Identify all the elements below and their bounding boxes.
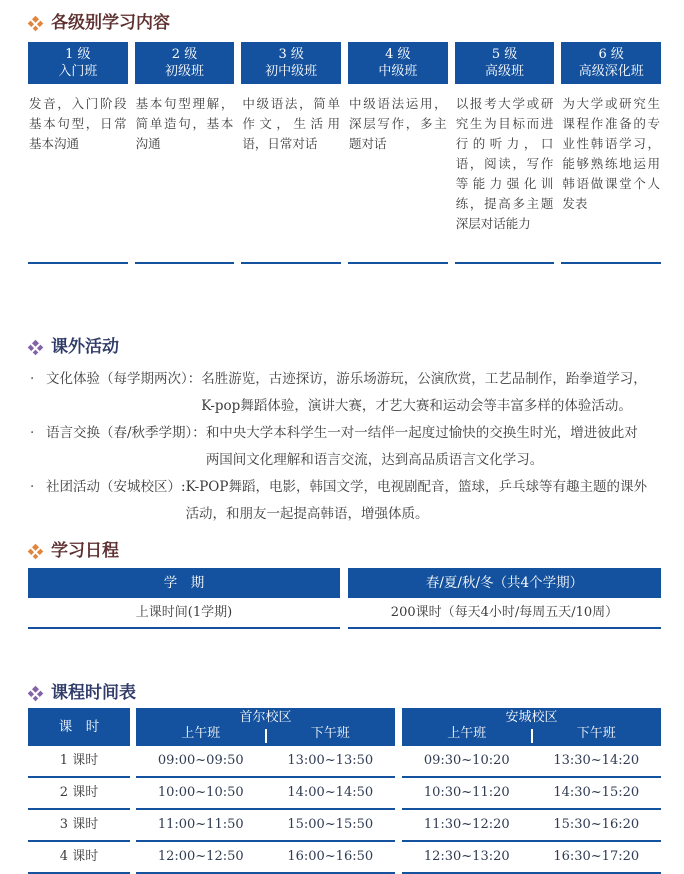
table-row xyxy=(28,810,661,842)
campus-header-anseong xyxy=(402,708,661,746)
section-title-activities xyxy=(28,336,661,358)
level-name: 高级班 xyxy=(485,64,525,79)
level-header xyxy=(28,42,128,84)
time-cell: 12:30~13:20 xyxy=(423,849,510,864)
list-item xyxy=(28,366,650,420)
level-column xyxy=(561,42,661,264)
seoul-times xyxy=(136,746,395,778)
level-header xyxy=(348,42,448,84)
period-cell: 2 课时 xyxy=(28,778,130,810)
level-description: 以报考大学或研究生为目标而进行的听力，口语，阅读，写作等能力强化训练，提高多主题深层对话能力 xyxy=(455,96,554,231)
level-description: 发音，入门阶段基本句型，日常基本沟通 xyxy=(29,96,127,151)
level-number: 1 级 xyxy=(65,47,91,62)
diamond-icon xyxy=(28,339,44,355)
level-header xyxy=(241,42,341,84)
level-description: 基本句型理解，简单造句，基本沟通 xyxy=(135,96,234,151)
bullet-icon: · xyxy=(30,479,35,495)
level-name: 中级班 xyxy=(378,64,418,79)
seoul-times xyxy=(136,810,395,842)
period-cell: 4 课时 xyxy=(28,842,130,874)
list-item xyxy=(28,420,650,474)
level-number: 5 级 xyxy=(491,47,518,62)
level-description: 为大学或研究生课程作准备的专业性韩语学习，能够熟练地运用韩语做课堂个人发表 xyxy=(562,96,661,211)
section-schedule xyxy=(28,540,661,629)
time-cell: 16:30~17:20 xyxy=(553,849,640,864)
level-number: 2 级 xyxy=(171,47,198,62)
table-cell: 200课时（每天4小时/每周五天/10周） xyxy=(348,598,661,629)
anseong-times xyxy=(402,842,661,874)
section-title-levels xyxy=(28,12,661,34)
table-row xyxy=(28,746,661,778)
time-cell: 14:30~15:20 xyxy=(553,785,640,800)
schedule-table-header xyxy=(28,568,661,598)
diamond-icon xyxy=(28,543,44,559)
table-cell: 上课时间(1学期) xyxy=(28,598,340,629)
column-header: 春/夏/秋/冬（共4个学期） xyxy=(348,568,661,598)
level-description: 中级语法，简单作文，生活用语，日常对话 xyxy=(242,96,341,151)
campus-header-seoul xyxy=(136,708,395,746)
diamond-icon xyxy=(28,15,44,31)
section-title-schedule xyxy=(28,540,661,562)
time-cell: 15:00~15:50 xyxy=(287,817,374,832)
level-header xyxy=(561,42,661,84)
anseong-times xyxy=(402,746,661,778)
diamond-icon xyxy=(28,685,44,701)
activity-label: 语言交换（春/秋季学期）： xyxy=(46,425,206,441)
seoul-times xyxy=(136,842,395,874)
level-column xyxy=(348,42,448,264)
header-divider xyxy=(531,729,533,743)
time-cell: 10:30~11:20 xyxy=(423,785,510,800)
level-header xyxy=(135,42,235,84)
column-header-period: 课 时 xyxy=(28,708,130,746)
table-row xyxy=(28,598,661,629)
section-activities xyxy=(28,336,661,528)
seoul-times xyxy=(136,778,395,810)
column-header-am: 上午班 xyxy=(181,726,221,741)
time-cell: 11:30~12:20 xyxy=(423,817,510,832)
column-header-am: 上午班 xyxy=(447,726,487,741)
level-header xyxy=(455,42,555,84)
header-divider xyxy=(265,729,267,743)
anseong-times xyxy=(402,778,661,810)
level-column xyxy=(135,42,235,264)
level-number: 4 级 xyxy=(385,47,411,62)
time-cell: 09:30~10:20 xyxy=(423,753,510,768)
period-cell: 3 课时 xyxy=(28,810,130,842)
section-title-text: 课外活动 xyxy=(51,337,119,357)
level-number: 3 级 xyxy=(278,47,304,62)
time-cell: 13:30~14:20 xyxy=(553,753,640,768)
section-timetable xyxy=(28,682,661,874)
schedule-table xyxy=(28,568,661,629)
level-column xyxy=(241,42,341,264)
timetable-header xyxy=(28,708,661,746)
time-cell: 16:00~16:50 xyxy=(287,849,374,864)
level-name: 初级班 xyxy=(165,64,205,79)
level-column xyxy=(28,42,128,264)
activity-text: K-POP舞蹈，电影，韩国文学，电视剧配音，篮球，乒乓球等有趣主题的课外活动，和朋友一起提高韩语，增强体质。 xyxy=(185,479,647,522)
activity-text: 和中央大学本科学生一对一结伴一起度过愉快的交换生时光，增进彼此对两国间文化理解和语言交流，达到高品质语言文化学习。 xyxy=(205,425,638,468)
section-title-text: 学习日程 xyxy=(51,541,119,561)
timetable-table xyxy=(28,708,661,874)
level-name: 初中级班 xyxy=(265,64,318,79)
column-header-pm: 下午班 xyxy=(576,726,616,741)
campus-name: 首尔校区 xyxy=(239,710,292,725)
activity-label: 社团活动（安城校区）: xyxy=(46,479,186,495)
level-column xyxy=(455,42,555,264)
column-header: 学 期 xyxy=(28,568,340,598)
time-cell: 13:00~13:50 xyxy=(287,753,374,768)
column-header-pm: 下午班 xyxy=(310,726,350,741)
list-item xyxy=(28,474,650,528)
level-name: 入门班 xyxy=(58,64,98,79)
level-name: 高级深化班 xyxy=(578,64,644,79)
time-cell: 14:00~14:50 xyxy=(287,785,374,800)
bullet-icon: · xyxy=(30,425,35,441)
table-row xyxy=(28,778,661,810)
anseong-times xyxy=(402,810,661,842)
section-title-text: 各级别学习内容 xyxy=(51,13,170,33)
time-cell: 15:30~16:20 xyxy=(553,817,640,832)
activity-list xyxy=(28,366,650,528)
level-number: 6 级 xyxy=(598,47,624,62)
table-row xyxy=(28,842,661,874)
level-description: 中级语法运用，深层写作，多主题对话 xyxy=(349,96,447,151)
level-columns xyxy=(28,42,661,264)
bullet-icon: · xyxy=(30,371,35,387)
section-title-timetable xyxy=(28,682,661,704)
time-cell: 12:00~12:50 xyxy=(157,849,244,864)
time-cell: 10:00~10:50 xyxy=(157,785,244,800)
activity-text: 名胜游览，古迹探访，游乐场游玩，公演欣赏，工艺品制作，跆拳道学习，K-pop舞蹈体验，演讲大赛，才艺大赛和运动会等丰富多样的体验活动。 xyxy=(201,371,647,414)
section-title-text: 课程时间表 xyxy=(51,683,136,703)
campus-name: 安城校区 xyxy=(505,710,558,725)
time-cell: 11:00~11:50 xyxy=(157,817,244,832)
time-cell: 09:00~09:50 xyxy=(157,753,244,768)
activity-label: 文化体验（每学期两次）： xyxy=(46,371,202,387)
period-cell: 1 课时 xyxy=(28,746,130,778)
